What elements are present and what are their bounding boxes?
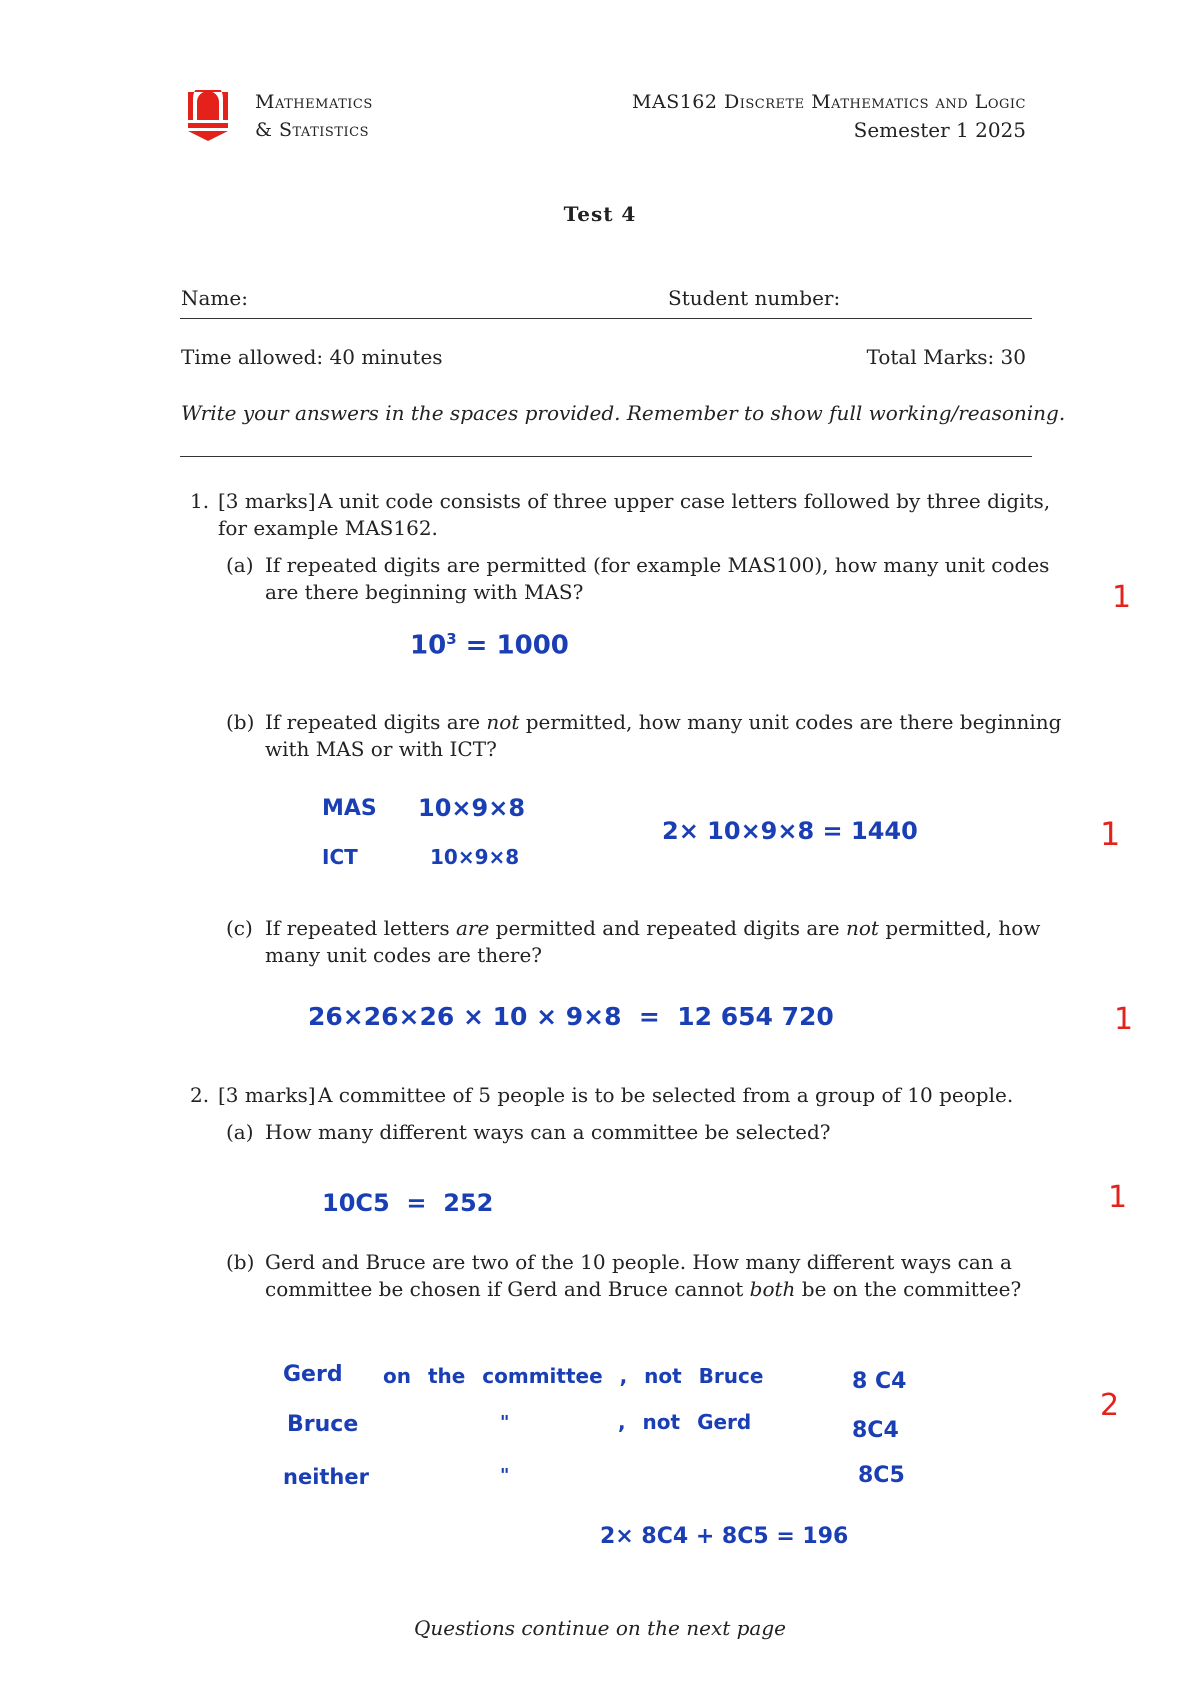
q1b-work-mas-calc: 10×9×8 xyxy=(418,794,526,822)
q2a-answer: 10C5 = 252 xyxy=(322,1189,494,1217)
q1b-text-pre: If repeated digits are xyxy=(265,710,487,734)
name-label: Name: xyxy=(181,286,248,310)
total-marks: Total Marks: 30 xyxy=(866,345,1026,369)
divider-bottom xyxy=(180,456,1032,457)
q2b-text-em: both xyxy=(749,1277,796,1301)
q1b-text-em: not xyxy=(486,710,520,734)
q1b-work-ict-calc: 10×9×8 xyxy=(430,845,520,869)
department-name-line2: & Statistics xyxy=(255,119,369,141)
university-logo xyxy=(185,90,231,142)
q1-text-line2: for example MAS162. xyxy=(218,516,438,540)
q1c-answer: 26×26×26 × 10 × 9×8 = 12 654 720 xyxy=(308,1002,834,1031)
q2b-work-row2-right: 8C4 xyxy=(852,1418,899,1443)
q2b-grade: 2 xyxy=(1100,1388,1120,1423)
q1a-answer-rest: = 1000 xyxy=(456,630,569,661)
q2b-work-row1-right: 8 C4 xyxy=(852,1369,907,1394)
q2b-work-row2-mid: , not Gerd xyxy=(618,1410,752,1434)
q1a-text-line2: are there beginning with MAS? xyxy=(265,580,584,604)
student-number-label: Student number: xyxy=(668,286,841,310)
department-name-line1: Mathematics xyxy=(255,91,373,113)
q1b-text-line2: with MAS or with ICT? xyxy=(265,737,497,761)
q2b-work-row2-ditto: " xyxy=(500,1412,510,1433)
q2a-grade: 1 xyxy=(1108,1180,1128,1215)
q1b-work-ict-label: ICT xyxy=(322,845,358,869)
q1a-label: (a) xyxy=(226,553,254,577)
q2b-work-row1-mid: on the committee , not Bruce xyxy=(383,1364,764,1388)
q1-number: 1. xyxy=(190,489,210,513)
q1c-text-mid: permitted and repeated digits are xyxy=(489,916,846,940)
q2b-answer: 2× 8C4 + 8C5 = 196 xyxy=(600,1524,849,1549)
q2a-text: How many different ways can a committee be selected? xyxy=(265,1120,831,1144)
q1c-grade: 1 xyxy=(1114,1002,1134,1037)
q1a-answer-base: 10 xyxy=(410,630,447,661)
q1c-label: (c) xyxy=(226,916,253,940)
q1b-work-mas-label: MAS xyxy=(322,796,377,821)
q1b-text-post: permitted, how many unit codes are there beginning xyxy=(519,710,1062,734)
q1b-text-line1 xyxy=(265,708,1061,736)
q2b-work-row2-left: Bruce xyxy=(287,1412,359,1437)
q1a-answer-exponent: 3 xyxy=(446,630,457,648)
q2b-text-post: be on the committee? xyxy=(795,1277,1022,1301)
q1c-text-em1: are xyxy=(455,916,490,940)
q2b-text-line2 xyxy=(265,1275,1021,1303)
q2b-text-line1: Gerd and Bruce are two of the 10 people. How many different ways can a xyxy=(265,1250,1012,1274)
q1c-text-em2: not xyxy=(846,916,879,940)
time-allowed: Time allowed: 40 minutes xyxy=(181,345,443,369)
q1c-text-line2: many unit codes are there? xyxy=(265,943,543,967)
q1a-grade: 1 xyxy=(1112,580,1132,615)
q2-marks: [3 marks] xyxy=(218,1083,316,1107)
q1c-text-pre: If repeated letters xyxy=(265,916,456,940)
q1-marks: [3 marks] xyxy=(218,489,316,513)
q2a-label: (a) xyxy=(226,1120,254,1144)
divider-top xyxy=(180,318,1032,319)
semester: Semester 1 2025 xyxy=(853,118,1026,142)
q1b-grade: 1 xyxy=(1100,815,1121,853)
q2b-label: (b) xyxy=(226,1250,255,1274)
page-title: Test 4 xyxy=(563,202,637,226)
q1c-text-post: permitted, how xyxy=(878,916,1041,940)
footer-note: Questions continue on the next page xyxy=(413,1616,786,1640)
q2b-work-row1-left: Gerd xyxy=(283,1362,343,1387)
q2b-work-row3-right: 8C5 xyxy=(858,1463,905,1488)
q2-number: 2. xyxy=(190,1083,210,1107)
instructions: Write your answers in the spaces provided. Remember to show full working/reasoning. xyxy=(181,401,1066,425)
q1a-text-line1: If repeated digits are permitted (for example MAS100), how many unit codes xyxy=(265,553,1050,577)
q1-text: A unit code consists of three upper case letters followed by three digits, xyxy=(318,489,1051,513)
q1c-text-line1 xyxy=(265,914,1040,942)
q1a-answer xyxy=(410,630,569,661)
q1b-answer: 2× 10×9×8 = 1440 xyxy=(662,817,918,845)
q2-text: A committee of 5 people is to be selected from a group of 10 people. xyxy=(318,1083,1014,1107)
q2b-work-row3-left: neither xyxy=(283,1465,369,1489)
q2b-work-row3-ditto: " xyxy=(500,1465,510,1486)
course-title: MAS162 Discrete Mathematics and Logic xyxy=(632,91,1026,113)
q1b-label: (b) xyxy=(226,710,255,734)
q2b-text-pre: committee be chosen if Gerd and Bruce cannot xyxy=(265,1277,750,1301)
